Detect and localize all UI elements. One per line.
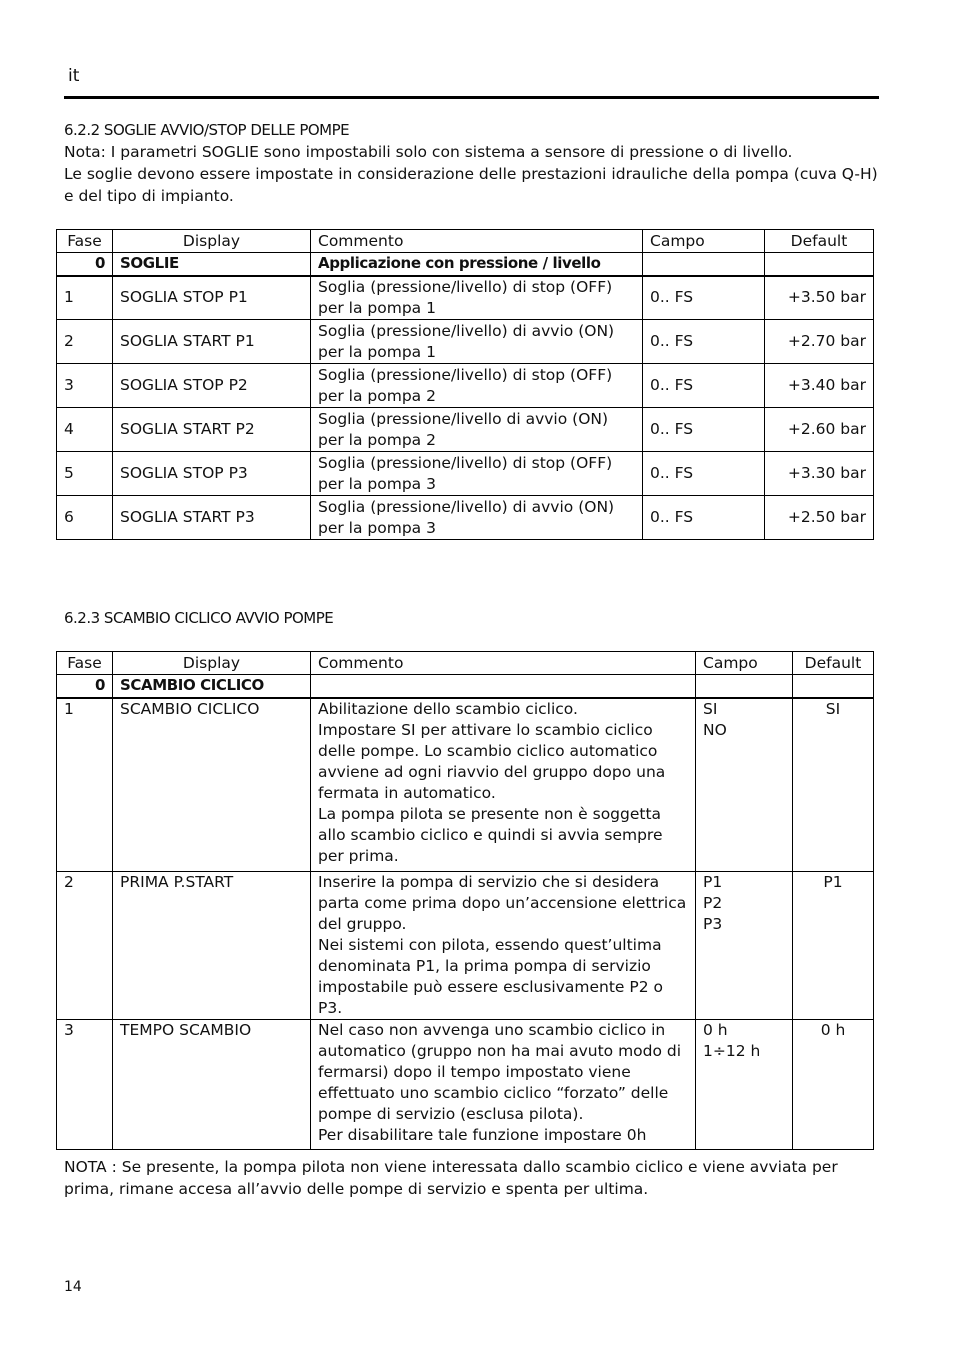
header-display: Display [113,230,311,253]
row-fase: 3 [57,364,113,408]
table-row [57,408,874,452]
row-display: SOGLIA START P2 [113,408,311,452]
row-campo: 0.. FS [643,276,765,320]
header-campo: Campo [643,230,765,253]
language-code: it [68,66,80,86]
header-campo: Campo [696,652,793,675]
row-fase: 2 [57,320,113,364]
row-commento: Abilitazione dello scambio ciclico. Impostare SI per attivare lo scambio ciclico delle pompe. Lo scambio ciclico automatico avviene ad ogni riavvio del gruppo dopo una fermata in automatico. La pompa pilota se presente non è soggetta allo scambio ciclico e quindi si avvia sempre per prima. [311,698,696,872]
group-fase: 0 [57,675,113,698]
scambio-table [56,651,874,1150]
row-commento: Soglia (pressione/livello) di stop (OFF) per la pompa 2 [311,364,643,408]
row-commento: Soglia (pressione/livello) di avvio (ON) per la pompa 3 [311,496,643,540]
row-campo: 0 h 1÷12 h [696,1020,793,1150]
page-number: 14 [64,1279,82,1295]
row-fase: 5 [57,452,113,496]
row-fase: 1 [57,698,113,872]
row-fase: 3 [57,1020,113,1150]
row-campo: 0.. FS [643,452,765,496]
row-fase: 1 [57,276,113,320]
row-display: SOGLIA START P3 [113,496,311,540]
group-default [793,675,874,698]
row-default: +2.60 bar [765,408,874,452]
table-row [57,452,874,496]
table-row [57,364,874,408]
note-soglie: Nota: I parametri SOGLIE sono impostabili solo con sistema a sensore di pressione o di livello. [64,143,793,161]
header-fase: Fase [57,230,113,253]
group-fase: 0 [57,253,113,276]
header-display: Display [113,652,311,675]
header-fase: Fase [57,652,113,675]
soglie-table [56,229,874,540]
row-fase: 4 [57,408,113,452]
note-soglie-2: Le soglie devono essere impostate in considerazione delle prestazioni idrauliche della pompa (cuva Q-H) e del tipo di impianto. [64,165,878,205]
group-default [765,253,874,276]
group-display: SOGLIE [113,253,311,276]
row-default: +3.40 bar [765,364,874,408]
row-commento: Inserire la pompa di servizio che si desidera parta come prima dopo un’accensione elettrica del gruppo. Nei sistemi con pilota, essendo quest’ultima denominata P1, la prima pompa di servizio impostabile può essere esclusivamente P2 o P3. [311,872,696,1020]
row-default: 0 h [793,1020,874,1150]
table-row [57,872,874,1020]
row-display: SCAMBIO CICLICO [113,698,311,872]
row-default: P1 [793,872,874,1020]
row-campo: 0.. FS [643,496,765,540]
row-display: SOGLIA STOP P1 [113,276,311,320]
group-campo [696,675,793,698]
row-commento: Soglia (pressione/livello) di avvio (ON) per la pompa 1 [311,320,643,364]
row-display: PRIMA P.START [113,872,311,1020]
section-title-soglie: 6.2.2 SOGLIE AVVIO/STOP DELLE POMPE [64,121,350,139]
row-commento: Soglia (pressione/livello di avvio (ON) per la pompa 2 [311,408,643,452]
note-scambio: NOTA : Se presente, la pompa pilota non viene interessata dallo scambio ciclico e viene avviata per prima, rimane accesa all’avvio delle pompe di servizio e spenta per ultima. [64,1158,838,1198]
group-commento: Applicazione con pressione / livello [311,253,643,276]
row-display: SOGLIA START P1 [113,320,311,364]
header-commento: Commento [311,652,696,675]
row-commento: Soglia (pressione/livello) di stop (OFF) per la pompa 1 [311,276,643,320]
header-rule [64,96,879,99]
table-header-row [57,230,874,253]
table-row [57,1020,874,1150]
row-commento: Nel caso non avvenga uno scambio ciclico in automatico (gruppo non ha mai avuto modo di fermarsi) dopo il tempo impostato viene effettuato uno scambio ciclico “forzato” delle pompe di servizio (esclusa pilota). Per disabilitare tale funzione impostare 0h [311,1020,696,1150]
group-commento [311,675,696,698]
row-default: SI [793,698,874,872]
row-default: +3.30 bar [765,452,874,496]
row-campo: 0.. FS [643,320,765,364]
row-fase: 2 [57,872,113,1020]
header-default: Default [793,652,874,675]
group-row [57,253,874,276]
row-default: +3.50 bar [765,276,874,320]
table-row [57,276,874,320]
row-display: SOGLIA STOP P2 [113,364,311,408]
row-campo: 0.. FS [643,364,765,408]
row-default: +2.70 bar [765,320,874,364]
header-default: Default [765,230,874,253]
section-title-scambio: 6.2.3 SCAMBIO CICLICO AVVIO POMPE [64,609,334,627]
row-campo: 0.. FS [643,408,765,452]
row-display: TEMPO SCAMBIO [113,1020,311,1150]
row-campo: SI NO [696,698,793,872]
table-header-row [57,652,874,675]
group-display: SCAMBIO CICLICO [113,675,311,698]
row-campo: P1 P2 P3 [696,872,793,1020]
table-row [57,698,874,872]
group-campo [643,253,765,276]
row-display: SOGLIA STOP P3 [113,452,311,496]
row-default: +2.50 bar [765,496,874,540]
table-row [57,496,874,540]
header-commento: Commento [311,230,643,253]
row-fase: 6 [57,496,113,540]
table-row [57,320,874,364]
group-row [57,675,874,698]
row-commento: Soglia (pressione/livello) di stop (OFF) per la pompa 3 [311,452,643,496]
